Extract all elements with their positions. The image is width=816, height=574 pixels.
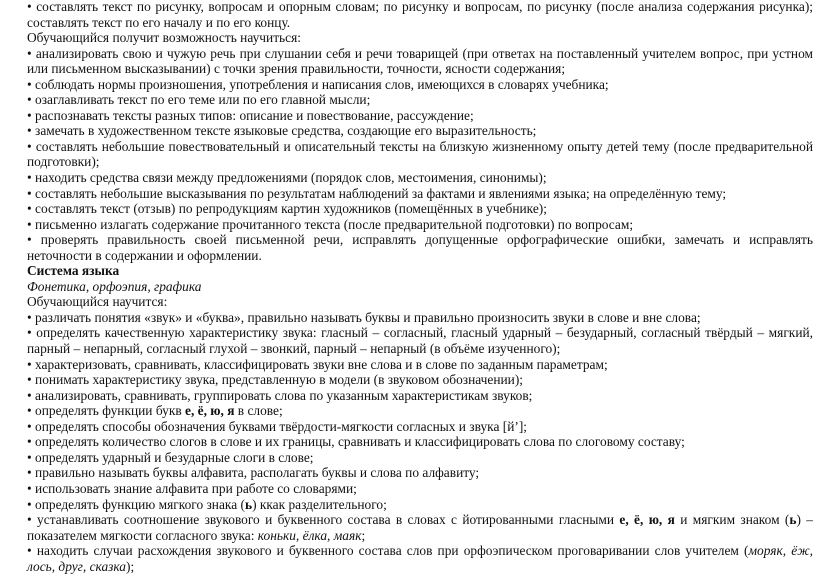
text-run: ) ккак разделительного;: [252, 496, 387, 512]
text-run: • замечать в художественном тексте языковые средства, создающие его выразительность;: [27, 123, 537, 139]
paragraph: [27, 294, 813, 310]
document-page: [27, 0, 813, 574]
text-run: • письменно излагать содержание прочитанного текста (после предварительной подготовки) по вопросам;: [27, 216, 634, 232]
text-run: Обучающийся получит возможность научиться:: [27, 30, 301, 46]
list-item: [27, 123, 813, 139]
text-run: • понимать характеристику звука, представленную в модели (в звуковом обозначении);: [27, 372, 524, 388]
list-item: [27, 310, 813, 326]
bold-text: е, ё, ю, я: [619, 512, 675, 528]
section-heading: [27, 263, 813, 279]
list-item: [27, 403, 813, 419]
text-run: • определять ударный и безударные слоги в слове;: [27, 449, 314, 465]
italic-text: коньки, ёлка, маяк: [257, 527, 362, 543]
list-item: [27, 46, 813, 77]
text-run: и мягким знаком (: [674, 512, 790, 528]
list-item: [27, 201, 813, 217]
list-item: [27, 92, 813, 108]
text-run: • составлять небольшие повествовательный и описательный тексты на близкую жизненному опыту детей тему (после предварительной подготовки);: [27, 138, 813, 170]
list-item: [27, 465, 813, 481]
list-item: [27, 419, 813, 435]
text-run: • правильно называть буквы алфавита, располагать буквы и слова по алфавиту;: [27, 465, 480, 481]
text-run: Обучающийся научится:: [27, 294, 168, 310]
text-run: • определять количество слогов в слове и их границы, сравнивать и классифицировать слова по слоговому составу;: [27, 434, 685, 450]
list-item: [27, 139, 813, 170]
list-item: [27, 217, 813, 233]
list-item: [27, 372, 813, 388]
list-item: [27, 497, 813, 513]
list-item: [27, 450, 813, 466]
text-run: Система языка: [27, 263, 120, 279]
text-run: • находить случаи расхождения звукового и буквенного состава слов при орфоэпическом проговаривании слов учителем (: [27, 543, 749, 559]
list-item: [27, 170, 813, 186]
text-run: • различать понятия «звук» и «буква», правильно называть буквы и правильно произносить звуки в слове и вне слова;: [27, 309, 701, 325]
text-run: в слове;: [234, 403, 283, 419]
text-run: • характеризовать, сравнивать, классифицировать звуки вне слова и в слове по заданным параметрам;: [27, 356, 608, 372]
bold-text: ь: [789, 512, 797, 528]
list-item: [27, 186, 813, 202]
text-run: ;: [361, 527, 366, 543]
list-item: [27, 0, 813, 30]
list-item: [27, 434, 813, 450]
text-run: • составлять небольшие высказывания по результатам наблюдений за фактами и явлениями языка; на определённую тему;: [27, 185, 727, 201]
bold-text: ь: [244, 496, 253, 512]
text-run: );: [126, 558, 135, 574]
list-item: [27, 543, 813, 574]
text-run: Фонетика, орфоэпия, графика: [27, 278, 202, 294]
text-run: • распознавать тексты разных типов: описание и повествование, рассуждение;: [27, 107, 474, 123]
list-item: [27, 357, 813, 373]
text-run: • анализировать, сравнивать, группировать слова по указанным характеристикам звуков;: [27, 387, 533, 403]
text-run: • составлять текст (отзыв) по репродукциям картин художников (помещённых в учебнике);: [27, 201, 547, 217]
subsection-heading: [27, 279, 813, 295]
text-run: • определять качественную характеристику звука: гласный – согласный, гласный ударный – безударный, согласный твёрдый – мягкий, парный – непарный, согласный глухой – звонкий, парный – непарный (в объёме изученного);: [27, 325, 813, 357]
list-item: [27, 108, 813, 124]
text-run: • использовать знание алфавита при работе со словарями;: [27, 480, 357, 496]
text-run: • составлять текст по рисунку, вопросам и опорным словам; по рисунку и вопросам, по рисунку (после анализа содержания рисунка); составлять текст по его началу и по его концу.: [27, 0, 813, 30]
text-run: • анализировать свою и чужую речь при слушании себя и речи товарищей (при ответах на поставленный учителем вопрос, при устном или письменном высказывании) с точки зрения правильности, точности, ясности содержания;: [27, 45, 813, 77]
text-run: • определять способы обозначения буквами твёрдости-мягкости согласных и звука [й’];: [27, 418, 527, 434]
text-run: • проверять правильность своей письменной речи, исправлять допущенные орфографические ошибки, замечать и исправлять неточности в содержании и оформлении.: [27, 232, 813, 263]
text-run: • определять функцию мягкого знака (: [27, 496, 245, 512]
text-run: • находить средства связи между предложениями (порядок слов, местоимения, синонимы);: [27, 170, 547, 186]
text-run: ) – показателем мягкости согласного звука:: [27, 512, 813, 543]
text-run: • озаглавливать текст по его теме или по его главной мысли;: [27, 92, 371, 108]
text-run: • устанавливать соотношение звукового и буквенного состава в словах с йотированными гласными: [27, 512, 620, 528]
list-item: [27, 77, 813, 93]
text-run: • определять функции букв: [27, 403, 185, 419]
italic-text: моряк, ёж, лось, друг, сказка: [27, 543, 813, 574]
text-run: • соблюдать нормы произношения, употребления и написания слов, имеющихся в словарях учебника;: [27, 76, 609, 92]
list-item: [27, 325, 813, 356]
list-item: [27, 232, 813, 263]
bold-text: е, ё, ю, я: [185, 403, 235, 419]
list-item: [27, 512, 813, 543]
paragraph: [27, 30, 813, 46]
list-item: [27, 388, 813, 404]
list-item: [27, 481, 813, 497]
